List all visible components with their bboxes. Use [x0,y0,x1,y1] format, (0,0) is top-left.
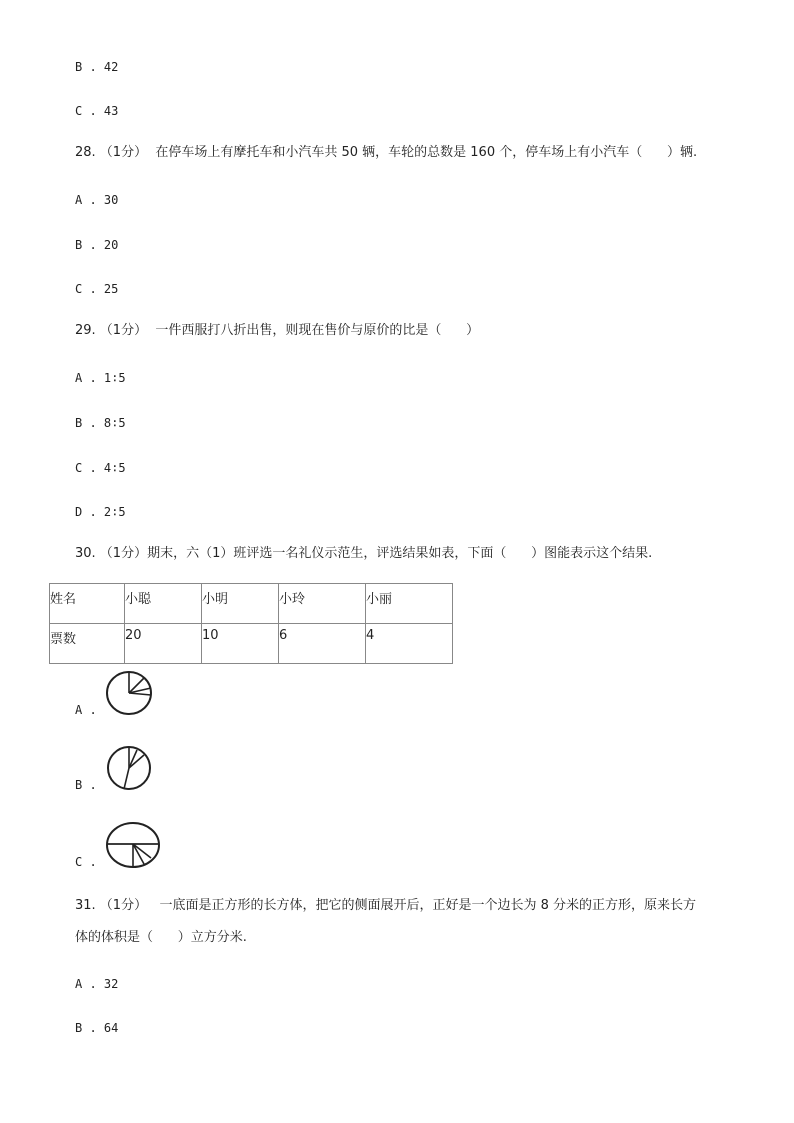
table-row [50,584,453,624]
table-row [50,624,453,664]
table-header-cell: 小聪 [125,584,202,624]
q28-option-b: B . 20 [75,238,119,252]
q31-option-a: A . 32 [75,977,119,991]
q30-option-a-label: A . [75,703,97,717]
table-cell: 20 [125,624,202,664]
q29-option-d: D . 2∶5 [75,505,126,519]
table-header-cell: 小明 [202,584,279,624]
q29-option-c: C . 4∶5 [75,461,126,475]
q30-option-b-pie [105,745,155,791]
q29-stem: 29. （1分） 一件西服打八折出售，则现在售价与原价的比是（ ） [75,323,480,338]
q31-option-b: B . 64 [75,1021,119,1035]
table-cell: 4 [366,624,453,664]
q27-option-c: C . 43 [75,104,119,118]
table-header-cell: 姓名 [50,584,125,624]
table-cell: 10 [202,624,279,664]
table-cell: 6 [279,624,366,664]
q28-option-a: A . 30 [75,193,119,207]
q30-option-b-label: B . [75,778,97,792]
table-row-label: 票数 [50,624,125,664]
table-header-cell: 小玲 [279,584,366,624]
q30-option-a-pie [105,670,155,716]
q31-stem-line1: 31. （1分） 一底面是正方形的长方体，把它的侧面展开后，正好是一个边长为 8 分米的正方形，原来长方 [75,898,697,913]
q28-stem: 28. （1分） 在停车场上有摩托车和小汽车共 50 辆，车轮的总数是 160 个，停车场上有小汽车（ ）辆. [75,145,698,160]
q30-stem: 30. （1分）期末，六（1）班评选一名礼仪示范生，评选结果如表，下面（ ）图能表示这个结果. [75,546,653,561]
q28-option-c: C . 25 [75,282,119,296]
q27-option-b: B . 42 [75,60,119,74]
table-header-cell: 小丽 [366,584,453,624]
q31-stem-line2: 体的体积是（ ）立方分米. [75,930,247,945]
q29-option-b: B . 8∶5 [75,416,126,430]
q30-option-c-pie [104,820,162,870]
q30-option-c-label: C . [75,855,97,869]
vote-table [49,583,453,664]
q29-option-a: A . 1∶5 [75,371,126,385]
